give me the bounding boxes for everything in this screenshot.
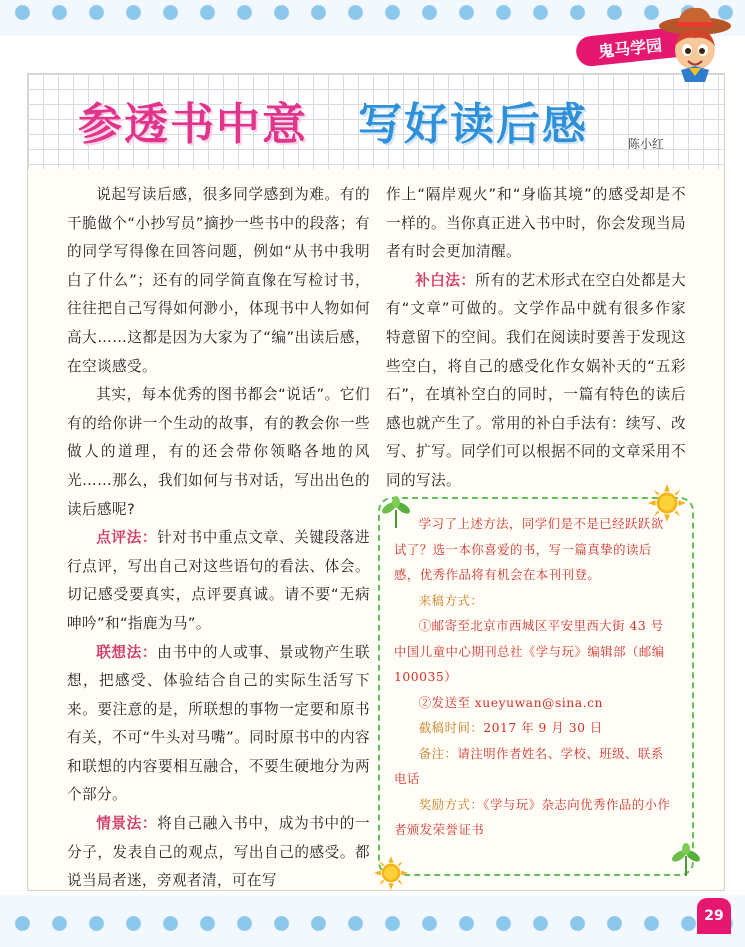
notice-submit-label: 来稿方式： [418,592,484,608]
notice-reward [394,792,674,843]
method-text-fill: 所有的艺术形式在空白处都是大有“文章”可做的。文学作品中就有很多作家特意留下的空间。我们在阅读时要善于发现这些空白，将自己的感受化作女娲补天的“五彩石”，在填补空白的同时，一篇有特色的读后感也就产生了。常用的补白手法有：续写、改写、扩写。同学们可以根据不同的文章采用不同的写法。 [386,271,686,489]
leaf-icon [379,496,413,530]
submission-notice [394,511,674,843]
notice-way-email: ②发送至 xueyuwan@sina.cn [418,694,603,710]
method-text-review: 针对书中重点文章、关键段落进行点评，写出自己对这些语句的看法、体会。切记感受要真实，点评要真诚。请不要“无病呻吟”和“指鹿为马”。 [67,529,370,632]
notice-remarks-label: 备注： [418,745,458,761]
method-paragraph-review [67,524,370,638]
leaf-icon [669,842,703,878]
cowboy-mascot-icon [655,6,735,84]
notice-reward-value: 《学与玩》杂志向优秀作品的小作者颁发荣誉证书 [394,796,671,837]
method-paragraph-association [67,639,370,811]
article-title [78,88,588,152]
notice-reward-label: 奖励方式： [418,796,484,812]
method-label-review: 点评法： [96,529,158,547]
method-label-association: 联想法： [96,643,158,661]
intro-paragraph-1: 说起写读后感，很多同学感到为难。有的干脆做个“小抄写员”摘抄一些书中的段落；有的同学写得像在回答问题，例如“从书中我明白了什么”；还有的同学简直像在写检讨书，往往把自己写得如何渺小，体现书中人物如何高大……这都是因为大家为了“编”出读后感，在空谈感受。 [67,186,370,375]
title-part-2: 写好读后感 [358,99,588,150]
method-label-fill: 补白法： [415,271,476,289]
notice-remarks-value: 请注明作者姓名、学校、班级、联系电话 [394,745,664,786]
bottom-dot-border [0,895,745,947]
intro-paragraph-2: 其实，每本优秀的图书都会“说话”。它们有的给你讲一个生动的故事，有的教会你一些做人的道理，有的还会带你领略各地的风光……那么，我们如何与书对话，写出出色的读后感呢? [67,386,370,518]
method-text-scene: 将自己融入书中，成为书中的一分子，发表自己的观点，写出自己的感受。都说当局者迷，旁观者清，可在写 [67,815,370,890]
method-paragraph-scene [67,810,370,896]
brand-tab: 鬼马学园 [575,26,686,67]
title-part-1: 参透书中意 [78,99,308,150]
sun-icon [374,856,408,890]
sun-icon [648,484,686,522]
notice-deadline-value: 2017 年 9 月 30 日 [483,720,603,735]
right-column [386,181,686,496]
notice-deadline [394,715,674,741]
notice-deadline-label: 截稿时间： [418,720,484,735]
method-text-association: 由书中的人或事、景或物产生联想，把感受、体验结合自己的实际生活写下来。要注意的是，所联想的事物一定要和原书有关，不可“牛头对马嘴”。同时原书中的内容和联想的内容要相互融合，不要生硬地分为两个部分。 [67,643,370,804]
page-number: 29 [697,898,731,934]
author-name: 陈小红 [628,137,665,151]
left-column [67,181,370,896]
method-paragraph-scene-continued: 作上“隔岸观火”和“身临其境”的感受却是不一样的。当你真正进入书中时，你会发现当局者有时会更加清醒。 [386,186,686,261]
notice-intro: 学习了上述方法，同学们是不是已经跃跃欲试了？选一本你喜爱的书，写一篇真挚的读后感，优秀作品将有机会在本刊刊登。 [394,516,664,582]
method-label-scene: 情景法： [96,815,158,833]
notice-remarks [394,741,674,792]
notice-way-mail: ①邮寄至北京市西城区平安里西大街 43 号中国儿童中心期刊总社《学与玩》编辑部（邮编 100035） [394,618,665,684]
method-paragraph-fill [386,267,686,496]
